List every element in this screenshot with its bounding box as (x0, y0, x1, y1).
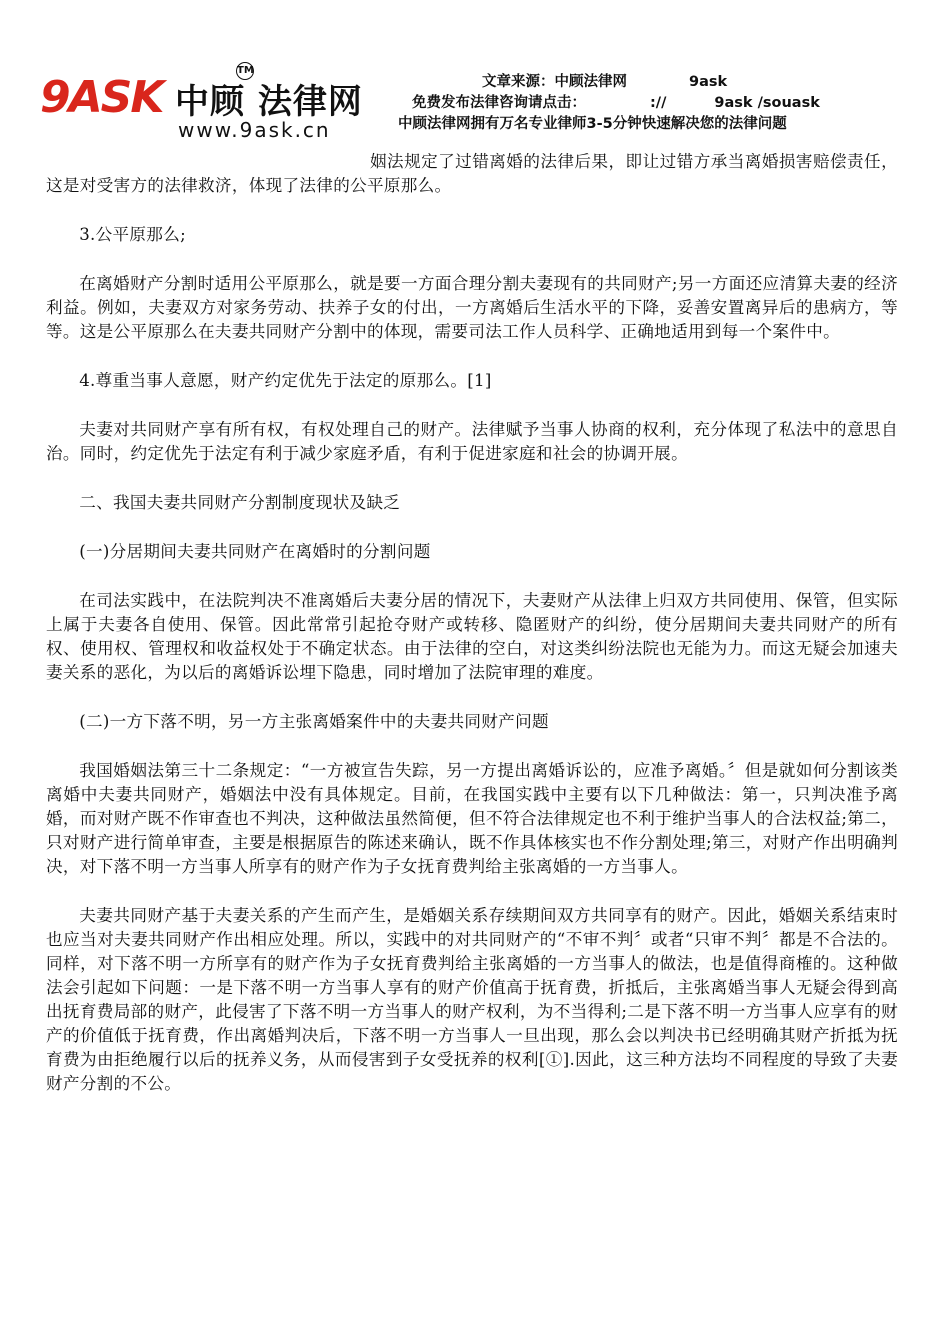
page-header (0, 0, 950, 150)
section-heading: 二、我国夫妻共同财产分割制度现状及缺乏 (79, 493, 401, 512)
paragraph: 夫妻共同财产基于夫妻关系的产生而产生，是婚姻关系存续期间双方共同享有的财产。因此，婚姻关系结束时也应当对夫妻共同财产作出相应处理。所以，实践中的对共同财产的“不审不判〞或者“只审不判〞都是不合法的。同样，对下落不明一方所享有的财产作为子女抚育费判给主张离婚的一方当事人的做法，也是值得商榷的。这种做法会引起如下问题：一是下落不明一方当事人享有的财产价值高于抚育费，折抵后，主张离婚当事人无疑会得到高出抚育费局部的财产，此侵害了下落不明一方当事人的财产权利，为不当得利;二是下落不明一方当事人应享有的财产的价值低于抚育费，作出离婚判决后，下落不明一方当事人一旦出现，那么会以判决书已经明确其财产折抵为抚育费为由拒绝履行以后的抚养义务，从而侵害到子女受抚养的权利[①].因此，这三种方法均不同程度的导致了夫妻财产分割的不公。 (46, 906, 898, 1093)
logo-mark: 9ASK (40, 72, 163, 123)
trademark-icon: TM (236, 62, 254, 80)
section-heading: 4.尊重当事人意愿，财产约定优先于法定的原那么。[1] (79, 371, 492, 390)
article-body (46, 150, 898, 1121)
section-heading: (二)一方下落不明，另一方主张离婚案件中的夫妻共同财产问题 (79, 712, 549, 731)
paragraph: 夫妻对共同财产享有所有权，有权处理自己的财产。法律赋予当事人协商的权利，充分体现了私法中的意思自治。同时，约定优先于法定有利于减少家庭矛盾，有利于促进家庭和社会的协调开展。 (46, 420, 898, 463)
paragraph: 在司法实践中，在法院判决不准离婚后夫妻分居的情况下，夫妻财产从法律上归双方共同使用、保管，但实际上属于夫妻各自使用、保管。因此常常引起抢夺财产或转移、隐匿财产的纠纷，使分居期间夫妻共同财产的所有权、使用权、管理权和收益权处于不确定状态。由于法律的空白，对这类纠纷法院也无能为力。而这无疑会加速夫妻关系的恶化，为以后的离婚诉讼埋下隐患，同时增加了法院审理的难度。 (46, 591, 898, 682)
source-site[interactable]: 9ask (689, 74, 728, 90)
paragraph: 我国婚姻法第三十二条规定：“一方被宣告失踪，另一方提出离婚诉讼的，应准予离婚。〞但是就如何分割该类离婚中夫妻共同财产，婚姻法中没有具体规定。目前，在我国实践中主要有以下几种做法：第一，只判决准予离婚，而对财产既不作审查也不判决，这种做法虽然简便，但不符合法律规定也不利于维护当事人的合法权益;第二，只对财产进行简单审查，主要是根据原告的陈述来确认，既不作具体核实也不作分割处理;第三，对财产作出明确判决，对下落不明一方当事人所享有的财产作为子女抚育费判给主张离婚的一方当事人。 (46, 761, 898, 876)
section-heading: (一)分居期间夫妻共同财产在离婚时的分割问题 (79, 542, 431, 561)
consult-line (412, 91, 820, 112)
consult-sep[interactable]: :// (650, 95, 667, 111)
source-line (482, 70, 727, 91)
logo-url: www.9ask.cn (178, 118, 331, 142)
site-logo[interactable] (40, 62, 370, 152)
section-heading: 3.公平原那么; (79, 225, 186, 244)
paragraph: 姻法规定了过错离婚的法律后果，即让过错方承当离婚损害赔偿责任，这是对受害方的法律救济，体现了法律的公平原那么。 (46, 152, 898, 195)
logo-chinese-name: 中顾 法律网 (175, 82, 363, 122)
paragraph: 在离婚财产分割时适用公平原那么，就是要一方面合理分割夫妻现有的共同财产;另一方面还应清算夫妻的经济利益。例如，夫妻双方对家务劳动、扶养子女的付出，一方离婚后生活水平的下降，妥善安置离异后的患病方，等等。这是公平原那么在夫妻共同财产分割中的体现，需要司法工作人员科学、正确地适用到每一个案件中。 (46, 274, 898, 341)
tagline: 中顾法律网拥有万名专业律师3-5分钟快速解决您的法律问题 (398, 116, 787, 132)
consult-label: 免费发布法律咨询请点击： (412, 95, 586, 111)
source-label: 文章来源：中顾法律网 (482, 74, 627, 90)
consult-link[interactable]: 9ask /souask (714, 95, 820, 111)
